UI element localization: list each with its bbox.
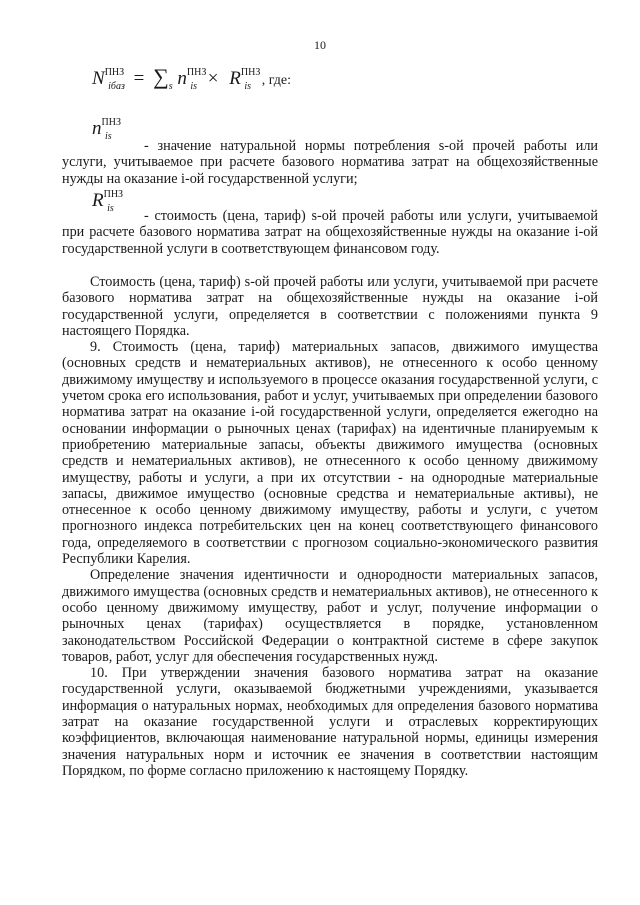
def-n-text: - значение натуральной нормы потребления s-ой прочей работы или услуги, учитываемое при расчете базового норматива затрат на общехозяйственные нужды на оказание i-ой государственной услуги; <box>62 138 598 187</box>
main-formula <box>92 64 291 90</box>
formula-n-term: $n^{ПНЗ}_{is}$ <box>177 67 207 92</box>
formula-sum-index: s <box>168 81 173 92</box>
main-text <box>62 274 598 779</box>
formula-times: × <box>207 68 219 89</box>
formula-suffix: , где: <box>261 73 292 88</box>
paragraph: 10. При утверждении значения базового норматива затрат на оказание государственной услуги, оказываемой бюджетными учреждениями, указывается информация о натуральных нормах, необходимых для определения базового норматива затрат на оказание государственной услуги и отраслевых корректирующих коэффициентов, включающая наименование натуральной нормы, единицы измерения значения натуральных норм и источник ее значения в соответствии настоящим Порядком, по форме согласно приложению к настоящему Порядку. <box>62 665 598 779</box>
paragraph: Определение значения идентичности и однородности материальных запасов, движимого имущества (основных средств и нематериальных активов), не отнесенного к особо ценному движимому имуществу, работ и услуг, получение информации о рыночных ценах (тарифах) осуществляется в порядке, установленном законодательством Российской Федерации о контрактной системе в сфере закупок товаров, работ, услуг для обеспечения государственных нужд. <box>62 567 598 665</box>
paragraph: Стоимость (цена, тариф) s-ой прочей работы или услуги, учитываемой при расчете базового норматива затрат на общехозяйственные нужды на оказание i-ой государственной услуги, определяется в соответствии с положениями пункта 9 настоящего Порядка. <box>62 274 598 339</box>
formula-sum-sign: ∑ <box>153 64 169 89</box>
formula-r-term: $R^{ПНЗ}_{is}$ <box>229 67 261 92</box>
def-n-symbol: $n^{ПНЗ}_{is}$ <box>92 117 121 142</box>
def-r-symbol: $R^{ПНЗ}_{is}$ <box>92 189 124 214</box>
page-number: 10 <box>314 38 326 52</box>
formula-lhs: $N^{ПНЗ}_{iбаз}$ <box>92 67 125 92</box>
paragraph: 9. Стоимость (цена, тариф) материальных запасов, движимого имущества (основных средств и нематериальных активов), не отнесенного к особо ценному движимому имуществу и используемого в процессе оказания государственной услуги, с учетом срока его использования, работ и услуг, учитываемых при определении базового норматива затрат на оказание i-ой государственной услуги, определяется ежегодно на основании информации о рыночных ценах (тарифах) на идентичные планируемым к приобретению материальные запасы, объекты движимого имущества (основных средств и нематериальных активов), не отнесенного к особо ценному движимому имуществу, работы и услуги, а при их отсутствии - на однородные материальные запасы, движимое имущество (основные средства и нематериальные активы), не отнесенное к особо ценному движимому имуществу, работы и услуги, с учетом прогнозного индекса потребительских цен на конец соответствующего финансового года, определяемого в соответствии с прогнозом социально-экономического развития Республики Карелия. <box>62 339 598 568</box>
formula-equals: = <box>133 68 145 89</box>
def-r-text: - стоимость (цена, тариф) s-ой прочей работы или услуги, учитываемой при расчете базового норматива затрат на общехозяйственные нужды на оказание i-ой государственной услуги в соответствующем финансовом году. <box>62 208 598 257</box>
